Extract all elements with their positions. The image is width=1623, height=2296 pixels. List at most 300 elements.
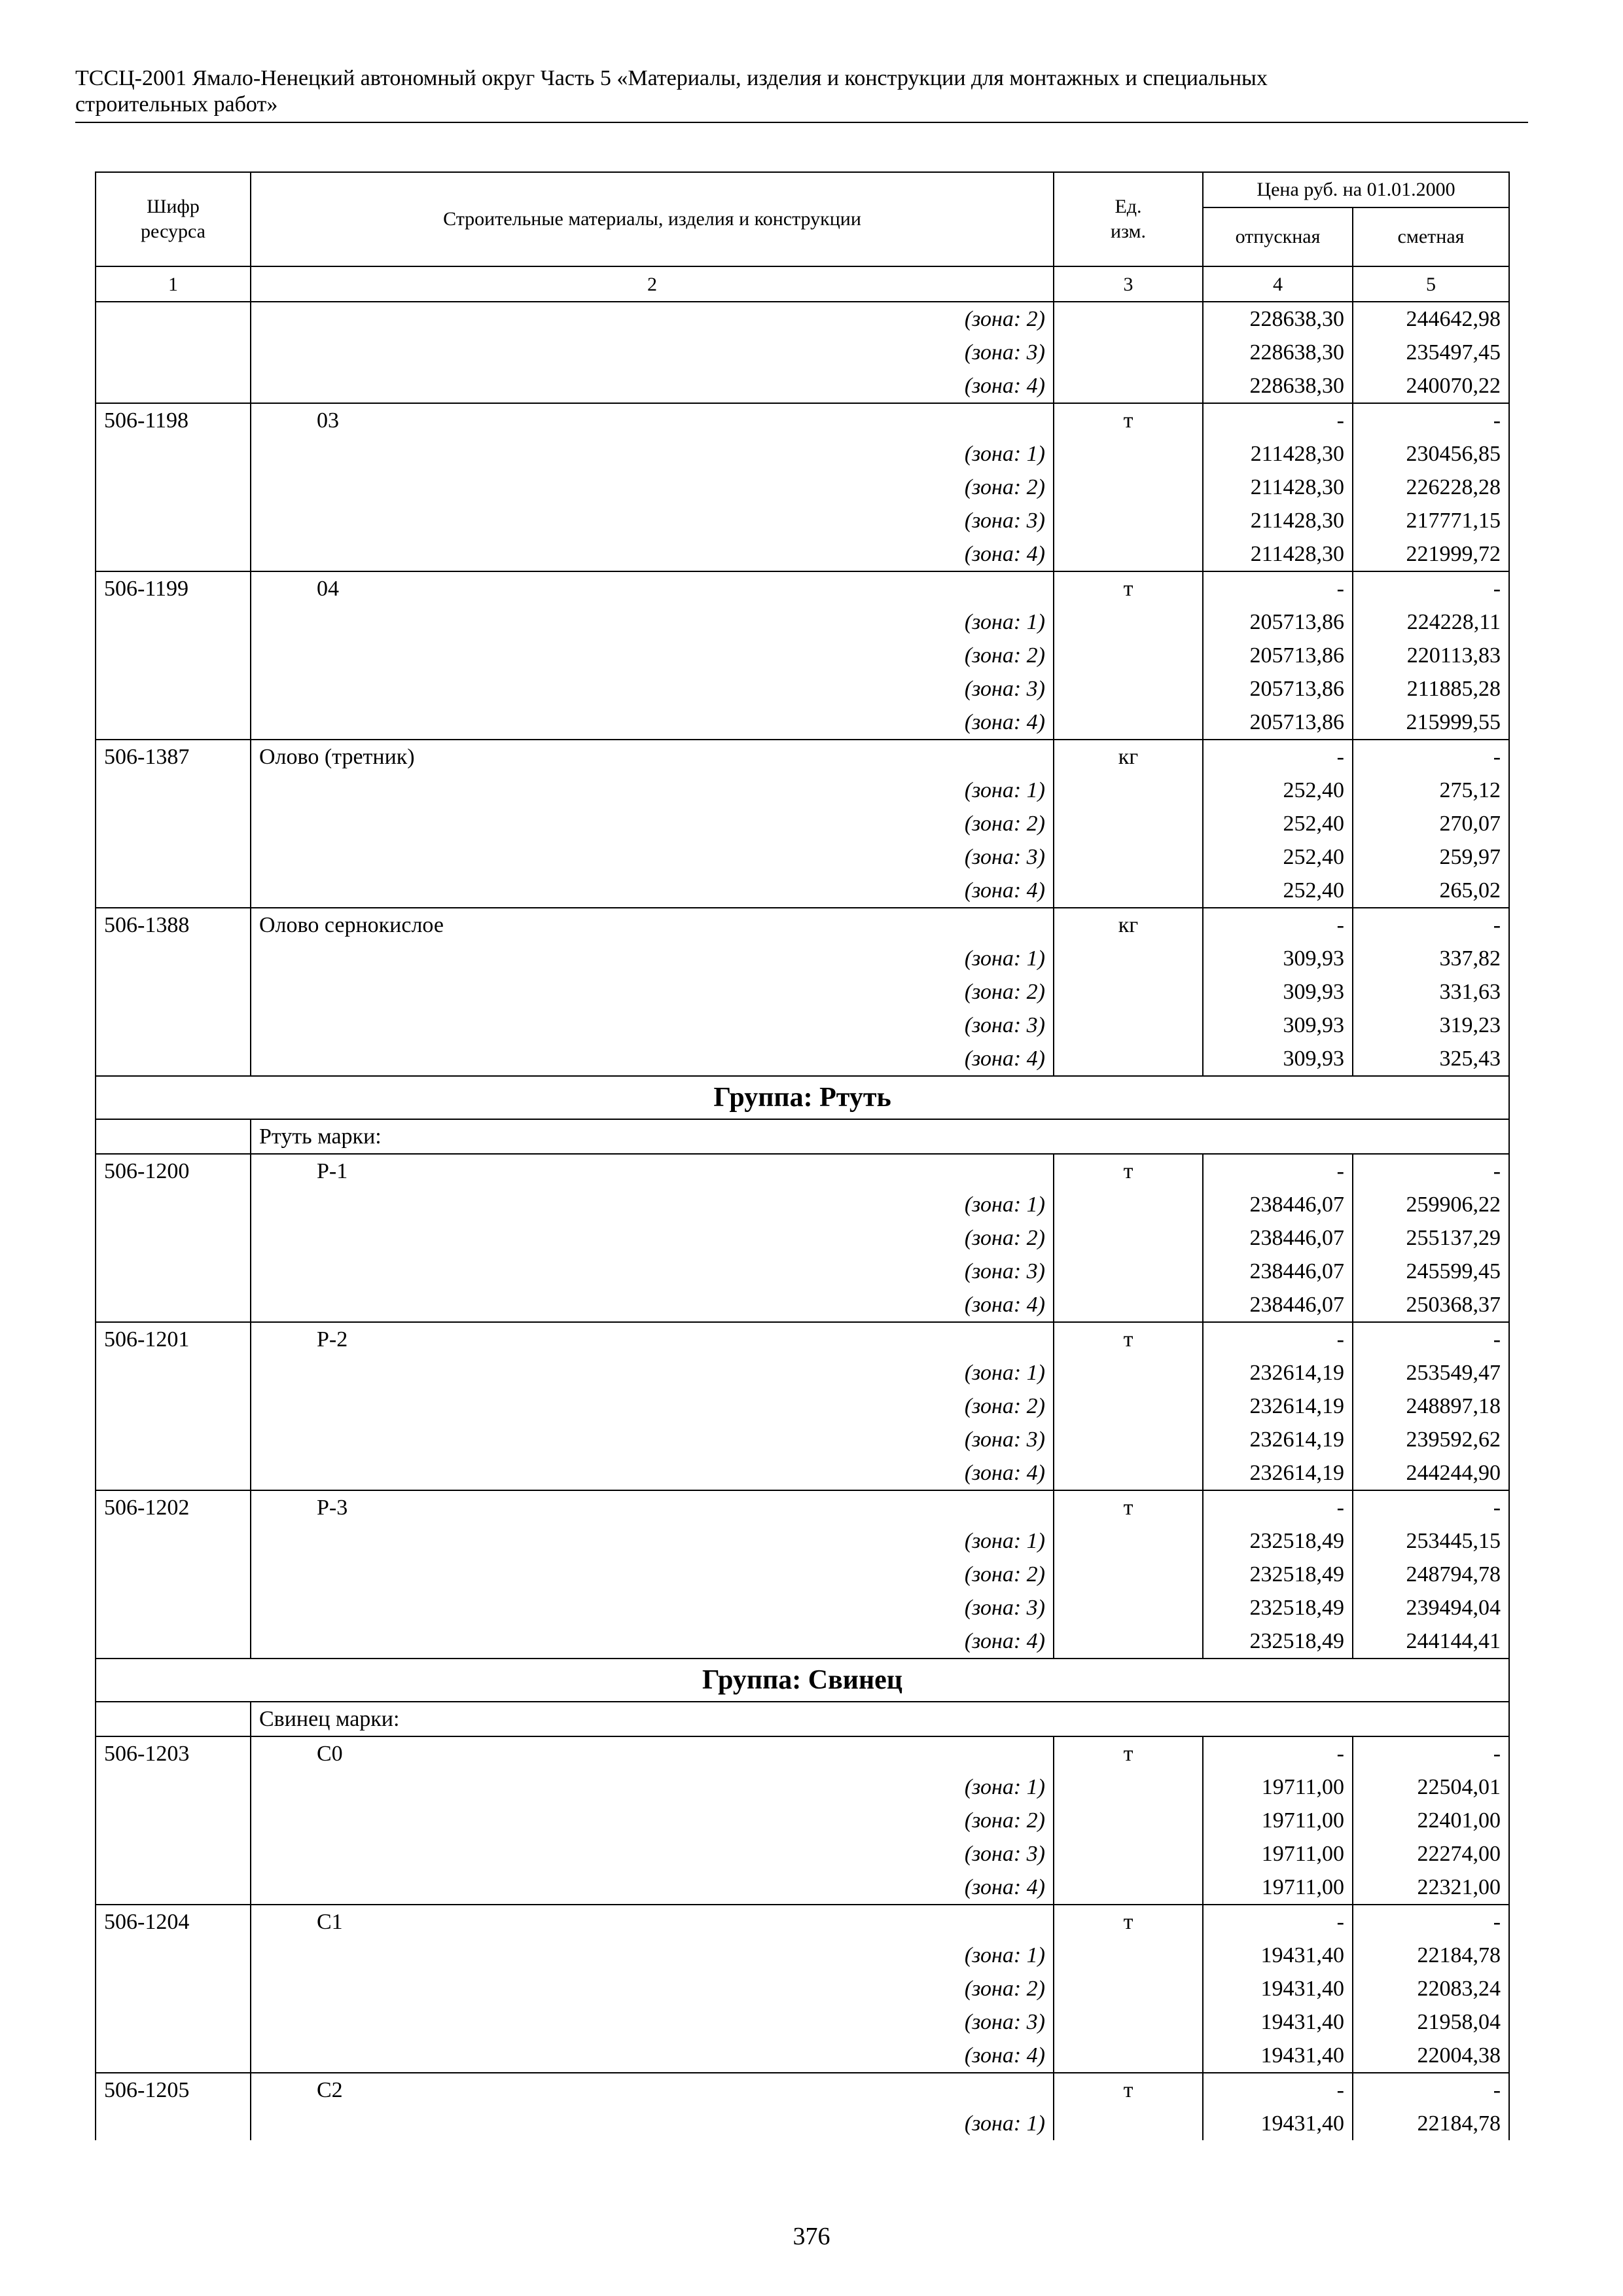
estimate-price: 259906,22 <box>1353 1188 1509 1221</box>
release-price: 228638,30 <box>1203 369 1353 403</box>
empty-cell <box>96 1390 251 1423</box>
col-header-unit: Ед. изм. <box>1054 172 1203 266</box>
page-number: 376 <box>793 2223 830 2250</box>
release-price: 19431,40 <box>1203 1972 1353 2005</box>
empty-cell <box>96 1423 251 1456</box>
zone-label: (зона: 3) <box>251 672 1054 706</box>
subheading-row <box>96 1119 1509 1154</box>
zone-label: (зона: 1) <box>251 1939 1054 1972</box>
zone-label: (зона: 2) <box>251 302 1054 336</box>
subheading-label: Ртуть марки: <box>251 1119 1509 1154</box>
zone-row <box>96 706 1509 740</box>
release-price: 252,40 <box>1203 807 1353 840</box>
material-name: Р-3 <box>251 1490 1054 1524</box>
zone-label: (зона: 2) <box>251 975 1054 1009</box>
zone-row <box>96 942 1509 975</box>
zone-label: (зона: 1) <box>251 605 1054 639</box>
zone-row <box>96 1972 1509 2005</box>
empty-cell <box>96 1702 251 1736</box>
zone-row <box>96 639 1509 672</box>
empty-cell <box>96 1119 251 1154</box>
empty-cell <box>96 504 251 537</box>
release-price: 232518,49 <box>1203 1524 1353 1558</box>
zone-row <box>96 605 1509 639</box>
empty-cell <box>96 840 251 874</box>
zone-row <box>96 1356 1509 1390</box>
zone-row <box>96 2039 1509 2073</box>
empty-cell <box>1054 369 1203 403</box>
estimate-price: 21958,04 <box>1353 2005 1509 2039</box>
unit-cell: кг <box>1054 908 1203 942</box>
zone-row <box>96 774 1509 807</box>
empty-cell <box>1054 840 1203 874</box>
release-price: 252,40 <box>1203 774 1353 807</box>
zone-row <box>96 1837 1509 1871</box>
release-price: 19431,40 <box>1203 2005 1353 2039</box>
table-row <box>96 740 1509 774</box>
release-price: 232518,49 <box>1203 1624 1353 1659</box>
release-price: 252,40 <box>1203 874 1353 908</box>
zone-row <box>96 2107 1509 2140</box>
release-price: 309,93 <box>1203 942 1353 975</box>
subheading-row <box>96 1702 1509 1736</box>
unit-cell: т <box>1054 1322 1203 1356</box>
release-price: 238446,07 <box>1203 1221 1353 1255</box>
empty-cell <box>1054 1423 1203 1456</box>
zone-row <box>96 1042 1509 1076</box>
empty-cell <box>1054 1390 1203 1423</box>
release-price: 19711,00 <box>1203 1871 1353 1905</box>
zone-row <box>96 1558 1509 1591</box>
column-numbers-row <box>96 266 1509 302</box>
column-number: 2 <box>251 266 1054 302</box>
estimate-price: 255137,29 <box>1353 1221 1509 1255</box>
empty-cell <box>1054 1188 1203 1221</box>
zone-row <box>96 437 1509 471</box>
release-price: - <box>1203 740 1353 774</box>
empty-cell <box>1054 1524 1203 1558</box>
release-price: 252,40 <box>1203 840 1353 874</box>
empty-cell <box>1054 1591 1203 1624</box>
unit-cell: т <box>1054 571 1203 605</box>
resource-code: 506-1387 <box>96 740 251 774</box>
estimate-price: 215999,55 <box>1353 706 1509 740</box>
material-name: 04 <box>251 571 1054 605</box>
zone-row <box>96 1939 1509 1972</box>
zone-row <box>96 1221 1509 1255</box>
empty-cell <box>96 1939 251 1972</box>
col-header-code: Шифр ресурса <box>96 172 251 266</box>
table-header <box>96 172 1509 266</box>
empty-cell <box>1054 437 1203 471</box>
release-price: 309,93 <box>1203 1042 1353 1076</box>
estimate-price: 239494,04 <box>1353 1591 1509 1624</box>
release-price: 232614,19 <box>1203 1356 1353 1390</box>
release-price: 211428,30 <box>1203 537 1353 571</box>
zone-label: (зона: 3) <box>251 1009 1054 1042</box>
release-price: - <box>1203 2073 1353 2107</box>
empty-cell <box>1054 2107 1203 2140</box>
group-heading-row <box>96 1076 1509 1119</box>
zone-label: (зона: 3) <box>251 1423 1054 1456</box>
zone-row <box>96 471 1509 504</box>
estimate-price: 224228,11 <box>1353 605 1509 639</box>
zone-label: (зона: 1) <box>251 942 1054 975</box>
estimate-price: - <box>1353 1154 1509 1188</box>
resource-code: 506-1201 <box>96 1322 251 1356</box>
release-price: - <box>1203 1490 1353 1524</box>
estimate-price: 22321,00 <box>1353 1871 1509 1905</box>
release-price: 232614,19 <box>1203 1456 1353 1490</box>
zone-row <box>96 807 1509 840</box>
zone-label: (зона: 4) <box>251 1871 1054 1905</box>
empty-cell <box>96 2107 251 2140</box>
zone-row <box>96 1624 1509 1659</box>
header-line-1: ТССЦ-2001 Ямало-Ненецкий автономный округ Часть 5 «Материалы, изделия и конструкции для монтажных и специальных <box>75 66 1268 90</box>
release-price: - <box>1203 908 1353 942</box>
material-name: С1 <box>251 1905 1054 1939</box>
release-price: 205713,86 <box>1203 639 1353 672</box>
estimate-price: 235497,45 <box>1353 336 1509 369</box>
zone-row <box>96 369 1509 403</box>
zone-label: (зона: 4) <box>251 369 1054 403</box>
empty-cell <box>1054 1255 1203 1288</box>
empty-cell <box>96 975 251 1009</box>
estimate-price: 245599,45 <box>1353 1255 1509 1288</box>
estimate-price: 22004,38 <box>1353 2039 1509 2073</box>
resource-code: 506-1205 <box>96 2073 251 2107</box>
zone-row <box>96 840 1509 874</box>
release-price: 19431,40 <box>1203 2039 1353 2073</box>
zone-row <box>96 1871 1509 1905</box>
estimate-price: 22184,78 <box>1353 1939 1509 1972</box>
material-name: Р-1 <box>251 1154 1054 1188</box>
release-price: 309,93 <box>1203 975 1353 1009</box>
estimate-price: 22504,01 <box>1353 1770 1509 1804</box>
zone-label: (зона: 1) <box>251 1188 1054 1221</box>
resource-code: 506-1202 <box>96 1490 251 1524</box>
estimate-price: 259,97 <box>1353 840 1509 874</box>
empty-cell <box>1054 2005 1203 2039</box>
zone-row <box>96 1009 1509 1042</box>
zone-label: (зона: 2) <box>251 471 1054 504</box>
column-number: 4 <box>1203 266 1353 302</box>
table-body <box>96 266 1509 2140</box>
estimate-price: 22083,24 <box>1353 1972 1509 2005</box>
release-price: 238446,07 <box>1203 1188 1353 1221</box>
empty-cell <box>96 942 251 975</box>
empty-cell <box>1054 504 1203 537</box>
empty-cell <box>96 1009 251 1042</box>
empty-cell <box>96 874 251 908</box>
empty-cell <box>1054 537 1203 571</box>
estimate-price: - <box>1353 908 1509 942</box>
estimate-price: 217771,15 <box>1353 504 1509 537</box>
empty-cell <box>1054 336 1203 369</box>
estimate-price: - <box>1353 571 1509 605</box>
estimate-price: 240070,22 <box>1353 369 1509 403</box>
zone-label: (зона: 4) <box>251 1624 1054 1659</box>
estimate-price: - <box>1353 1322 1509 1356</box>
zone-label: (зона: 4) <box>251 874 1054 908</box>
empty-cell <box>96 302 251 336</box>
resource-code: 506-1203 <box>96 1736 251 1770</box>
zone-row <box>96 672 1509 706</box>
empty-cell <box>1054 1356 1203 1390</box>
empty-cell <box>1054 774 1203 807</box>
unit-cell: т <box>1054 1490 1203 1524</box>
estimate-price: 22184,78 <box>1353 2107 1509 2140</box>
estimate-price: 265,02 <box>1353 874 1509 908</box>
empty-cell <box>1054 1939 1203 1972</box>
release-price: 211428,30 <box>1203 504 1353 537</box>
zone-label: (зона: 3) <box>251 336 1054 369</box>
estimate-price: 22401,00 <box>1353 1804 1509 1837</box>
unit-cell: кг <box>1054 740 1203 774</box>
release-price: - <box>1203 1322 1353 1356</box>
estimate-price: 275,12 <box>1353 774 1509 807</box>
release-price: - <box>1203 1736 1353 1770</box>
release-price: 19711,00 <box>1203 1837 1353 1871</box>
zone-row <box>96 1423 1509 1456</box>
release-price: 205713,86 <box>1203 605 1353 639</box>
unit-cell: т <box>1054 2073 1203 2107</box>
empty-cell <box>96 1804 251 1837</box>
zone-row <box>96 1456 1509 1490</box>
empty-cell <box>96 1255 251 1288</box>
estimate-price: 248794,78 <box>1353 1558 1509 1591</box>
subheading-label: Свинец марки: <box>251 1702 1509 1736</box>
table-row <box>96 1322 1509 1356</box>
zone-row <box>96 1188 1509 1221</box>
zone-row <box>96 1524 1509 1558</box>
empty-cell <box>1054 1009 1203 1042</box>
table-row <box>96 1154 1509 1188</box>
resource-code: 506-1199 <box>96 571 251 605</box>
zone-label: (зона: 4) <box>251 706 1054 740</box>
header-rule <box>75 122 1528 123</box>
estimate-price: 250368,37 <box>1353 1288 1509 1322</box>
zone-row <box>96 537 1509 571</box>
group-title: Группа: Ртуть <box>96 1076 1509 1119</box>
release-price: 309,93 <box>1203 1009 1353 1042</box>
table-row <box>96 1490 1509 1524</box>
group-heading-row <box>96 1659 1509 1702</box>
estimate-price: 253549,47 <box>1353 1356 1509 1390</box>
col-header-estimate-price: сметная <box>1353 207 1509 266</box>
estimate-price: 226228,28 <box>1353 471 1509 504</box>
estimate-price: 211885,28 <box>1353 672 1509 706</box>
empty-cell <box>1054 874 1203 908</box>
zone-label: (зона: 3) <box>251 504 1054 537</box>
zone-label: (зона: 4) <box>251 537 1054 571</box>
zone-row <box>96 336 1509 369</box>
release-price: 232614,19 <box>1203 1423 1353 1456</box>
empty-cell <box>1054 1221 1203 1255</box>
empty-cell <box>1054 2039 1203 2073</box>
release-price: - <box>1203 403 1353 437</box>
empty-cell <box>96 1770 251 1804</box>
empty-cell <box>1054 1288 1203 1322</box>
estimate-price: 230456,85 <box>1353 437 1509 471</box>
zone-label: (зона: 1) <box>251 437 1054 471</box>
empty-cell <box>96 672 251 706</box>
estimate-price: 319,23 <box>1353 1009 1509 1042</box>
zone-label: (зона: 1) <box>251 774 1054 807</box>
empty-cell <box>96 1356 251 1390</box>
table-row <box>96 908 1509 942</box>
release-price: 211428,30 <box>1203 471 1353 504</box>
empty-cell <box>96 1288 251 1322</box>
empty-cell <box>96 1624 251 1659</box>
release-price: 232614,19 <box>1203 1390 1353 1423</box>
release-price: 205713,86 <box>1203 706 1353 740</box>
empty-cell <box>1054 1042 1203 1076</box>
group-title: Группа: Свинец <box>96 1659 1509 1702</box>
release-price: 205713,86 <box>1203 672 1353 706</box>
unit-cell: т <box>1054 1154 1203 1188</box>
estimate-price: - <box>1353 403 1509 437</box>
release-price: 228638,30 <box>1203 336 1353 369</box>
empty-cell <box>1054 942 1203 975</box>
table-row <box>96 403 1509 437</box>
empty-cell <box>96 605 251 639</box>
empty-cell <box>1054 1770 1203 1804</box>
unit-cell: т <box>1054 1736 1203 1770</box>
resource-code: 506-1198 <box>96 403 251 437</box>
release-price: - <box>1203 1905 1353 1939</box>
col-header-name: Строительные материалы, изделия и конструкции <box>251 172 1054 266</box>
zone-label: (зона: 2) <box>251 1390 1054 1423</box>
release-price: 228638,30 <box>1203 302 1353 336</box>
empty-cell <box>1054 1972 1203 2005</box>
empty-cell <box>96 471 251 504</box>
zone-row <box>96 2005 1509 2039</box>
empty-cell <box>1054 807 1203 840</box>
zone-label: (зона: 4) <box>251 2039 1054 2073</box>
empty-cell <box>1054 302 1203 336</box>
price-table <box>95 171 1510 2140</box>
zone-label: (зона: 3) <box>251 1591 1054 1624</box>
empty-cell <box>96 1042 251 1076</box>
estimate-price: 325,43 <box>1353 1042 1509 1076</box>
release-price: 232518,49 <box>1203 1591 1353 1624</box>
document-header <box>75 65 1528 118</box>
empty-cell <box>96 706 251 740</box>
column-number: 1 <box>96 266 251 302</box>
table-row <box>96 1736 1509 1770</box>
estimate-price: - <box>1353 740 1509 774</box>
zone-row <box>96 1390 1509 1423</box>
release-price: 19711,00 <box>1203 1804 1353 1837</box>
empty-cell <box>96 437 251 471</box>
zone-row <box>96 1591 1509 1624</box>
empty-cell <box>96 1591 251 1624</box>
zone-label: (зона: 1) <box>251 1356 1054 1390</box>
empty-cell <box>96 1871 251 1905</box>
zone-row <box>96 1288 1509 1322</box>
zone-label: (зона: 1) <box>251 1770 1054 1804</box>
zone-row <box>96 302 1509 336</box>
unit-cell: т <box>1054 403 1203 437</box>
empty-cell <box>96 369 251 403</box>
empty-cell <box>96 1972 251 2005</box>
estimate-price: - <box>1353 2073 1509 2107</box>
zone-label: (зона: 2) <box>251 1558 1054 1591</box>
empty-cell <box>1054 1456 1203 1490</box>
zone-label: (зона: 2) <box>251 639 1054 672</box>
zone-label: (зона: 2) <box>251 1804 1054 1837</box>
empty-cell <box>1054 975 1203 1009</box>
empty-cell <box>96 537 251 571</box>
zone-row <box>96 1770 1509 1804</box>
estimate-price: 22274,00 <box>1353 1837 1509 1871</box>
empty-cell <box>96 336 251 369</box>
zone-label: (зона: 3) <box>251 2005 1054 2039</box>
empty-cell <box>1054 1624 1203 1659</box>
empty-cell <box>96 1188 251 1221</box>
estimate-price: - <box>1353 1490 1509 1524</box>
release-price: 19711,00 <box>1203 1770 1353 1804</box>
empty-cell <box>1054 639 1203 672</box>
resource-code: 506-1388 <box>96 908 251 942</box>
estimate-price: 337,82 <box>1353 942 1509 975</box>
release-price: - <box>1203 1154 1353 1188</box>
estimate-price: 239592,62 <box>1353 1423 1509 1456</box>
empty-cell <box>96 639 251 672</box>
zone-label: (зона: 3) <box>251 1255 1054 1288</box>
unit-cell: т <box>1054 1905 1203 1939</box>
resource-code: 506-1200 <box>96 1154 251 1188</box>
zone-label: (зона: 3) <box>251 840 1054 874</box>
estimate-price: - <box>1353 1736 1509 1770</box>
empty-cell <box>96 774 251 807</box>
zone-row <box>96 1255 1509 1288</box>
empty-cell <box>96 2005 251 2039</box>
estimate-price: 331,63 <box>1353 975 1509 1009</box>
empty-cell <box>96 1558 251 1591</box>
estimate-price: 244642,98 <box>1353 302 1509 336</box>
empty-cell <box>96 1524 251 1558</box>
empty-cell <box>1054 605 1203 639</box>
release-price: 211428,30 <box>1203 437 1353 471</box>
release-price: 19431,40 <box>1203 2107 1353 2140</box>
zone-label: (зона: 2) <box>251 807 1054 840</box>
release-price: 232518,49 <box>1203 1558 1353 1591</box>
zone-label: (зона: 1) <box>251 2107 1054 2140</box>
release-price: 238446,07 <box>1203 1288 1353 1322</box>
estimate-price: 270,07 <box>1353 807 1509 840</box>
material-name: Р-2 <box>251 1322 1054 1356</box>
material-name: Олово (третник) <box>251 740 1054 774</box>
zone-label: (зона: 1) <box>251 1524 1054 1558</box>
empty-cell <box>1054 1871 1203 1905</box>
estimate-price: 244144,41 <box>1353 1624 1509 1659</box>
release-price: - <box>1203 571 1353 605</box>
column-number: 3 <box>1054 266 1203 302</box>
empty-cell <box>96 807 251 840</box>
empty-cell <box>96 1221 251 1255</box>
header-line-2: строительных работ» <box>75 92 278 117</box>
estimate-price: 248897,18 <box>1353 1390 1509 1423</box>
estimate-price: 221999,72 <box>1353 537 1509 571</box>
empty-cell <box>1054 672 1203 706</box>
empty-cell <box>1054 1837 1203 1871</box>
table-row <box>96 2073 1509 2107</box>
zone-row <box>96 1804 1509 1837</box>
zone-row <box>96 975 1509 1009</box>
resource-code: 506-1204 <box>96 1905 251 1939</box>
